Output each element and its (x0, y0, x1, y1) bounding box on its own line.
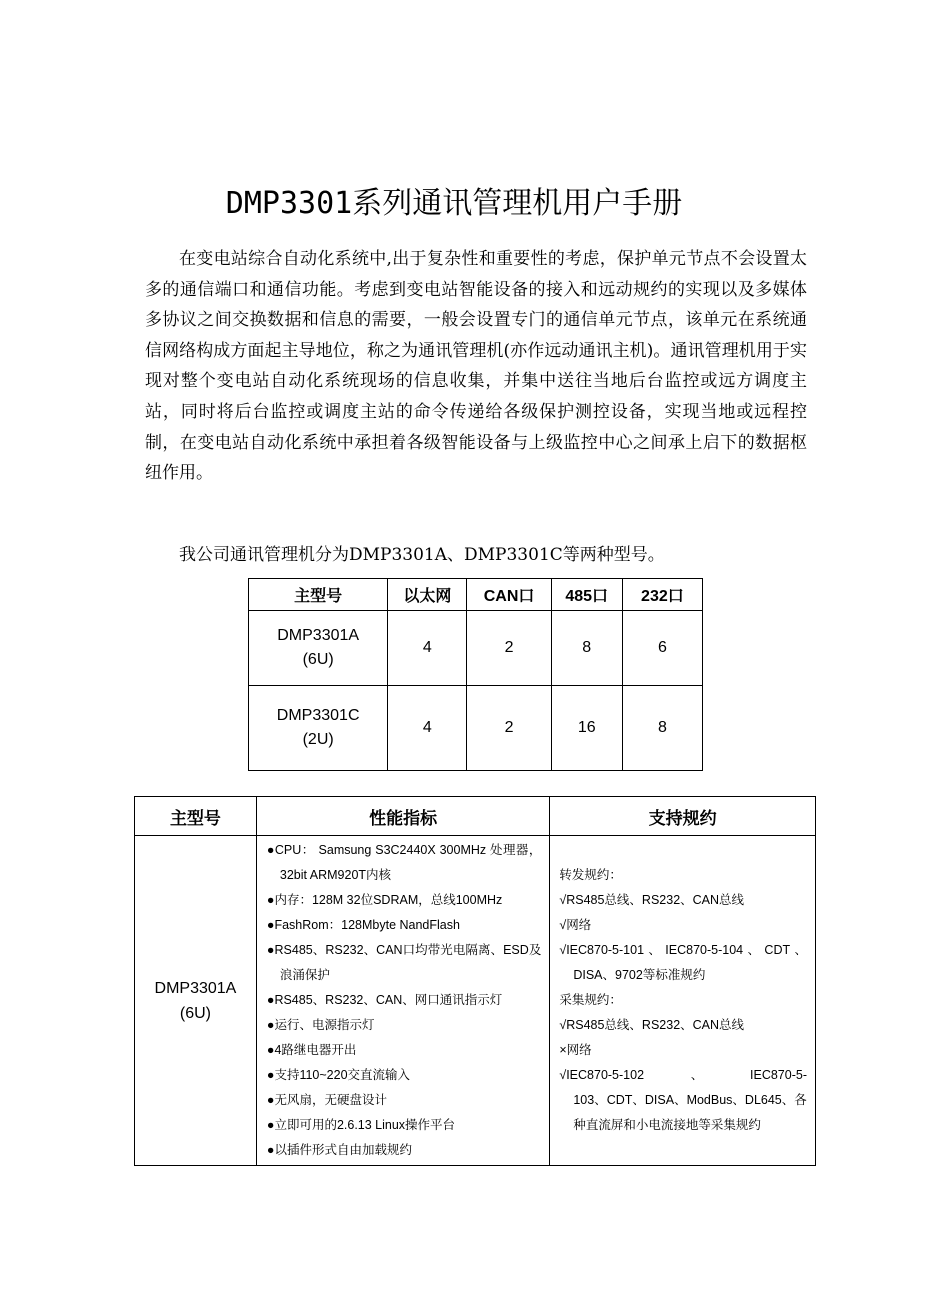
performance-item: ●RS485、RS232、CAN、网口通讯指示灯 (266, 993, 503, 1007)
header-232: 232口 (622, 579, 702, 611)
model-cell (249, 686, 388, 771)
can-count: 2 (467, 611, 551, 686)
rs232-count: 8 (622, 686, 702, 771)
ethernet-count: 4 (388, 686, 467, 771)
rs485-count: 8 (551, 611, 622, 686)
rs232-count: 6 (622, 611, 702, 686)
performance-list (256, 836, 549, 1166)
ethernet-count: 4 (388, 611, 467, 686)
collect-item-part: √IEC870-5-102 (559, 1068, 645, 1082)
table-row (135, 836, 816, 1166)
performance-item: ●无风扇，无硬盘设计 (266, 1093, 387, 1107)
performance-item: ●支持110~220交直流输入 (266, 1068, 411, 1082)
spec-table (134, 796, 816, 1166)
collect-item: ×网络 (559, 1043, 592, 1057)
collect-item-part: IEC870-5- (750, 1068, 807, 1082)
table-row (249, 686, 703, 771)
collect-label: 采集规约： (559, 993, 622, 1007)
document-title: DMP3301系列通讯管理机用户手册 (225, 186, 683, 221)
performance-item: ●运行、电源指示灯 (266, 1018, 375, 1032)
model-name: DMP3301A (277, 627, 360, 644)
header-model: 主型号 (249, 579, 388, 611)
performance-item: ●立即可用的2.6.13 Linux操作平台 (266, 1118, 456, 1132)
performance-item: ●FashRom：128Mbyte NandFlash (266, 918, 460, 932)
performance-item: ●CPU： Samsung S3C2440X 300MHz 处理器，32bit ARM920T内核 (266, 843, 542, 882)
forward-item: √网络 (559, 918, 592, 932)
table-row (249, 611, 703, 686)
model-name: DMP3301C (276, 707, 360, 724)
forward-item: √IEC870-5-101、IEC870-5-104、CDT、DISA、9702等标准规约 (559, 943, 807, 982)
table-header-row (249, 579, 703, 611)
intro-paragraph: 在变电站综合自动化系统中,出于复杂性和重要性的考虑，保护单元节点不会设置太多的通信端口和通信功能。考虑到变电站智能设备的接入和远动规约的实现以及多媒体多协议之间交换数据和信息的需要，一般会设置专门的通信单元节点，该单元在系统通信网络构成方面起主导地位，称之为通讯管理机(亦作远动通讯主机)。通讯管理机用于实现对整个变电站自动化系统现场的信息收集，并集中送往当地后台监控或远方调度主站，同时将后台监控或调度主站的命令传递给各级保护测控设备，实现当地或远程控制，在变电站自动化系统中承担着各级智能设备与上级监控中心之间承上启下的数据枢纽作用。 (145, 249, 807, 484)
header-model: 主型号 (135, 797, 257, 836)
header-ethernet: 以太网 (388, 579, 467, 611)
protocol-list (550, 836, 816, 1166)
header-protocols: 支持规约 (550, 797, 816, 836)
header-485: 485口 (551, 579, 622, 611)
models-paragraph: 我公司通讯管理机分为DMP3301A、DMP3301C等两种型号。 (179, 545, 665, 565)
collect-item-part: 、 (690, 1068, 704, 1082)
can-count: 2 (467, 686, 551, 771)
table-header-row (135, 797, 816, 836)
performance-item: ●4路继电器开出 (266, 1043, 357, 1057)
collect-item: √RS485总线、RS232、CAN总线 (559, 1018, 745, 1032)
forward-item: √RS485总线、RS232、CAN总线 (559, 893, 745, 907)
performance-item: ●以插件形式自由加载规约 (266, 1143, 412, 1157)
model-size: (6U) (302, 651, 334, 668)
header-performance: 性能指标 (256, 797, 549, 836)
performance-item: ●内存：128M 32位SDRAM，总线100MHz (266, 893, 503, 907)
rs485-count: 16 (551, 686, 622, 771)
collect-item-line (559, 1063, 807, 1088)
collect-item-continued: 103、CDT、DISA、ModBus、DL645、各种直流屏和小电流接地等采集规约 (573, 1093, 807, 1132)
header-can: CAN口 (467, 579, 551, 611)
performance-item: ●RS485、RS232、CAN口均带光电隔离、ESD及浪涌保护 (266, 943, 542, 982)
model-name: DMP3301A (154, 979, 237, 997)
model-cell (249, 611, 388, 686)
model-port-table (248, 578, 703, 771)
model-size: (2U) (302, 731, 334, 748)
model-cell (135, 836, 257, 1166)
forward-label: 转发规约： (559, 868, 622, 882)
model-size: (6U) (179, 1004, 211, 1022)
